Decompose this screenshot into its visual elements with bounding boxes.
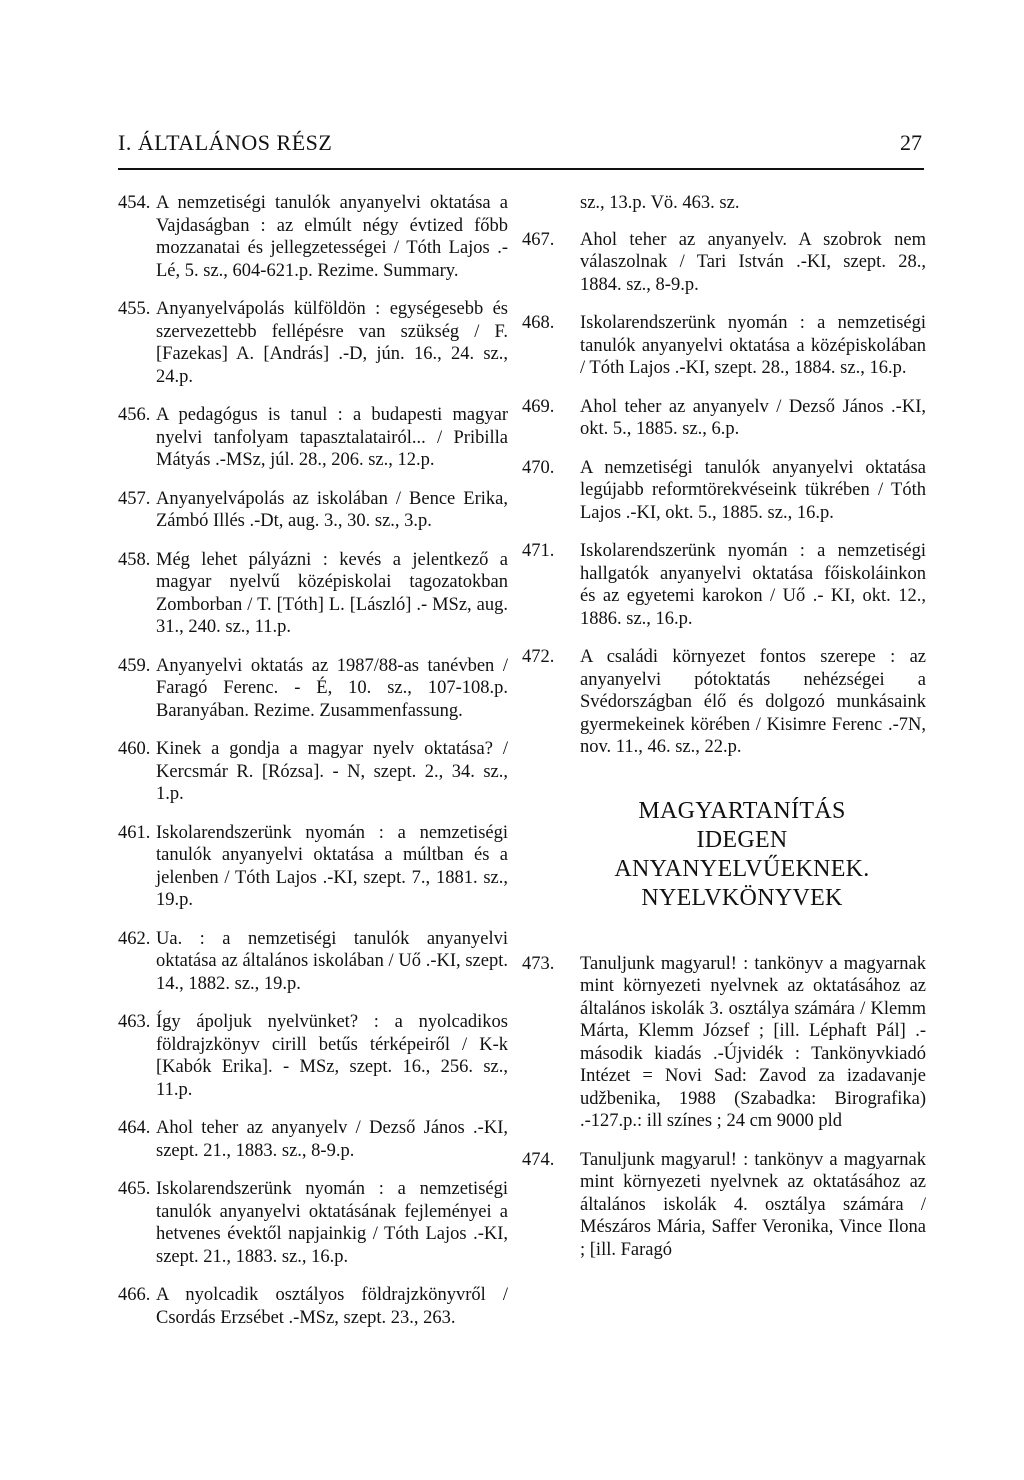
left-column: [118, 192, 508, 1345]
bibliography-entry: [522, 1149, 926, 1262]
entry-text: Iskolarendszerünk nyomán : a nemzetiségi tanulók anyanyelvi oktatása a múltban és a jelenben / Tóth Lajos .-KI, szept. 7., 1881. sz., 19.p.: [156, 822, 508, 910]
entry-number: 459.: [118, 655, 151, 676]
bibliography-entry: [522, 953, 926, 1133]
section-heading-line: ANYANYELVŰEKNEK.: [614, 855, 870, 882]
bibliography-entry: [522, 457, 926, 525]
entry-text: Még lehet pályázni : kevés a jelentkező a magyar nyelvű középiskolai tagozatokban Zomborban / T. [Tóth] L. [László] .- MSz, aug. 31., 240. sz., 11.p.: [156, 549, 508, 637]
entry-number: 466.: [118, 1285, 151, 1305]
bibliography-entry: [522, 229, 926, 297]
entry-text: A pedagógus is tanul : a budapesti magyar nyelvi tanfolyam tapasztalatairól... / Pribilla Mátyás .-MSz, júl. 28., 206. sz., 12.p.: [156, 405, 508, 470]
entry-number: 460.: [118, 739, 151, 759]
entry-number: 463.: [118, 1012, 151, 1032]
bibliography-entry: [118, 822, 508, 912]
entry-text: A nemzetiségi tanulók anyanyelvi oktatása legújabb reformtörekvéseink tükrében / Tóth Lajos .-KI, okt. 5., 1885. sz., 16.p.: [580, 457, 926, 523]
bibliography-entry: [522, 646, 926, 759]
entry-text: Iskolarendszerünk nyomán : a nemzetiségi tanulók anyanyelvi oktatása a középiskolában / Tóth Lajos .-KI, szept. 28., 1884. sz., 16.p.: [580, 313, 926, 378]
entry-text: Iskolarendszerünk nyomán : a nemzetiségi tanulók anyanyelvi oktatásának fejleményei a hetvenes évektől napjainkig / Tóth Lajos .-KI, szept. 21., 1883. sz., 16.p.: [156, 1179, 508, 1267]
entry-text: Így ápoljuk nyelvünket? : a nyolcadikos földrajzkönyv cirill betűs térképeiről / K-k [Kabók Erika]. - MSz, szept. 16., 256. sz., 11.p.: [156, 1012, 508, 1100]
entry-text: Iskolarendszerünk nyomán : a nemzetiségi hallgatók anyanyelvi oktatása főiskoláinkon és az egyetemi karokon / Uő .- KI, okt. 12., 1886. sz., 16.p.: [580, 541, 926, 629]
bibliography-entry: [118, 928, 508, 996]
entry-number: 469.: [522, 396, 555, 417]
bibliography-entry: [118, 192, 508, 282]
entry-number: 472.: [522, 647, 555, 667]
entry-text: Anyanyelvápolás az iskolában / Bence Erika, Zámbó Illés .-Dt, aug. 3., 30. sz., 3.p.: [156, 488, 508, 531]
bibliography-entry: [118, 549, 508, 639]
entry-number: 462.: [118, 928, 151, 949]
bibliography-entry: [118, 1011, 508, 1101]
entry-text: Tanuljunk magyarul! : tankönyv a magyarnak mint környezeti nyelvnek az oktatásához az általános iskolák 4. osztálya számára / Mészáros Mária, Saffer Veronika, Vince Ilona ; [ill. Faragó: [580, 1149, 926, 1260]
entry-text: Anyanyelvápolás külföldön : egységesebb és szervezettebb fellépésre van szükség / F. [Fazekas] A. [András] .-D, jún. 16., 24. sz., 24.p.: [156, 299, 508, 387]
entry-number: 471.: [522, 541, 555, 561]
entry-number: 455.: [118, 299, 151, 319]
entry-number: 458.: [118, 549, 151, 570]
section-heading-line: NYELVKÖNYVEK: [641, 884, 843, 911]
entry-text: Anyanyelvi oktatás az 1987/88-as tanévben / Faragó Ferenc. - É, 10. sz., 107-108.p. Baranyában. Rezime. Zusammenfassung.: [156, 655, 508, 721]
entry-text: Ahol teher az anyanyelv / Dezső János .-KI, okt. 5., 1885. sz., 6.p.: [580, 396, 926, 439]
entry-number: 470.: [522, 457, 555, 478]
entry-number: 456.: [118, 405, 151, 425]
section-heading: [558, 797, 926, 913]
entry-text: A családi környezet fontos szerepe : az anyanyelvi pótoktatás nehézségei a Svédországban élő és dolgozó munkásaink gyermekeinek körében / Kisimre Ferenc .-7N, nov. 11., 46. sz., 22.p.: [580, 647, 926, 757]
bibliography-entry: [118, 298, 508, 388]
bibliography-entry: [118, 404, 508, 472]
bibliography-entry: [118, 655, 508, 723]
page-number: 27: [900, 130, 922, 155]
bibliography-entry: [118, 1117, 508, 1162]
entry-text: A nyolcadik osztályos földrajzkönyvről / Csordás Erzsébet .-MSz, szept. 23., 263.: [156, 1285, 508, 1328]
entry-number: 457.: [118, 488, 151, 509]
entry-text: Ahol teher az anyanyelv. A szobrok nem válaszolnak / Tari István .-KI, szept. 28., 1884. sz., 8-9.p.: [580, 229, 926, 295]
entry-text: Ua. : a nemzetiségi tanulók anyanyelvi oktatása az általános iskolában / Uő .-KI, szept. 14., 1882. sz., 19.p.: [156, 928, 508, 994]
bibliography-entry: [118, 488, 508, 533]
entry-number: 473.: [522, 953, 555, 974]
bibliography-entry: [118, 1284, 508, 1329]
bibliography-entry: [118, 1178, 508, 1268]
entry-number: 461.: [118, 822, 151, 843]
right-column: [522, 192, 926, 1277]
entry-text: Tanuljunk magyarul! : tankönyv a magyarnak mint környezeti nyelvnek az oktatásához az általános iskolák 3. osztálya számára / Klemm Márta, Klemm József ; [ill. Léphaft Pál] .-második kiadás .-Újvidék : Tankönyvkiadó Intézet = Novi Sad: Zavod za izadavanje udžbenika, 1988 (Szabadka: Birografika) .-127.p.: ill színes ; 24 cm 9000 pld: [580, 953, 926, 1131]
entry-text: Kinek a gondja a magyar nyelv oktatása? / Kercsmár R. [Rózsa]. - N, szept. 2., 34. sz., 1.p.: [156, 739, 508, 804]
entry-number: 474.: [522, 1149, 555, 1170]
entry-number: 468.: [522, 313, 555, 333]
bibliography-entry: [118, 738, 508, 806]
section-heading-line: IDEGEN: [696, 826, 788, 853]
running-header: [118, 128, 924, 170]
entry-text: Ahol teher az anyanyelv / Dezső János .-KI, szept. 21., 1883. sz., 8-9.p.: [156, 1118, 508, 1161]
bibliography-entry: [522, 312, 926, 380]
bibliography-entry: [522, 396, 926, 441]
continued-entry-text: sz., 13.p. Vö. 463. sz.: [580, 193, 740, 213]
entry-number: 465.: [118, 1179, 151, 1199]
entry-number: 467.: [522, 229, 555, 250]
entry-text: A nemzetiségi tanulók anyanyelvi oktatása a Vajdaságban : az elmúlt négy évtized főbb mozzanatai és jellegzetességei / Tóth Lajos .-Lé, 5. sz., 604-621.p. Rezime. Summary.: [156, 193, 508, 281]
bibliography-entry: [522, 540, 926, 630]
entry-number: 454.: [118, 193, 151, 213]
entry-number: 464.: [118, 1118, 151, 1138]
section-heading-line: MAGYARTANÍTÁS: [638, 797, 846, 824]
section-title: I. ÁLTALÁNOS RÉSZ: [118, 130, 333, 155]
